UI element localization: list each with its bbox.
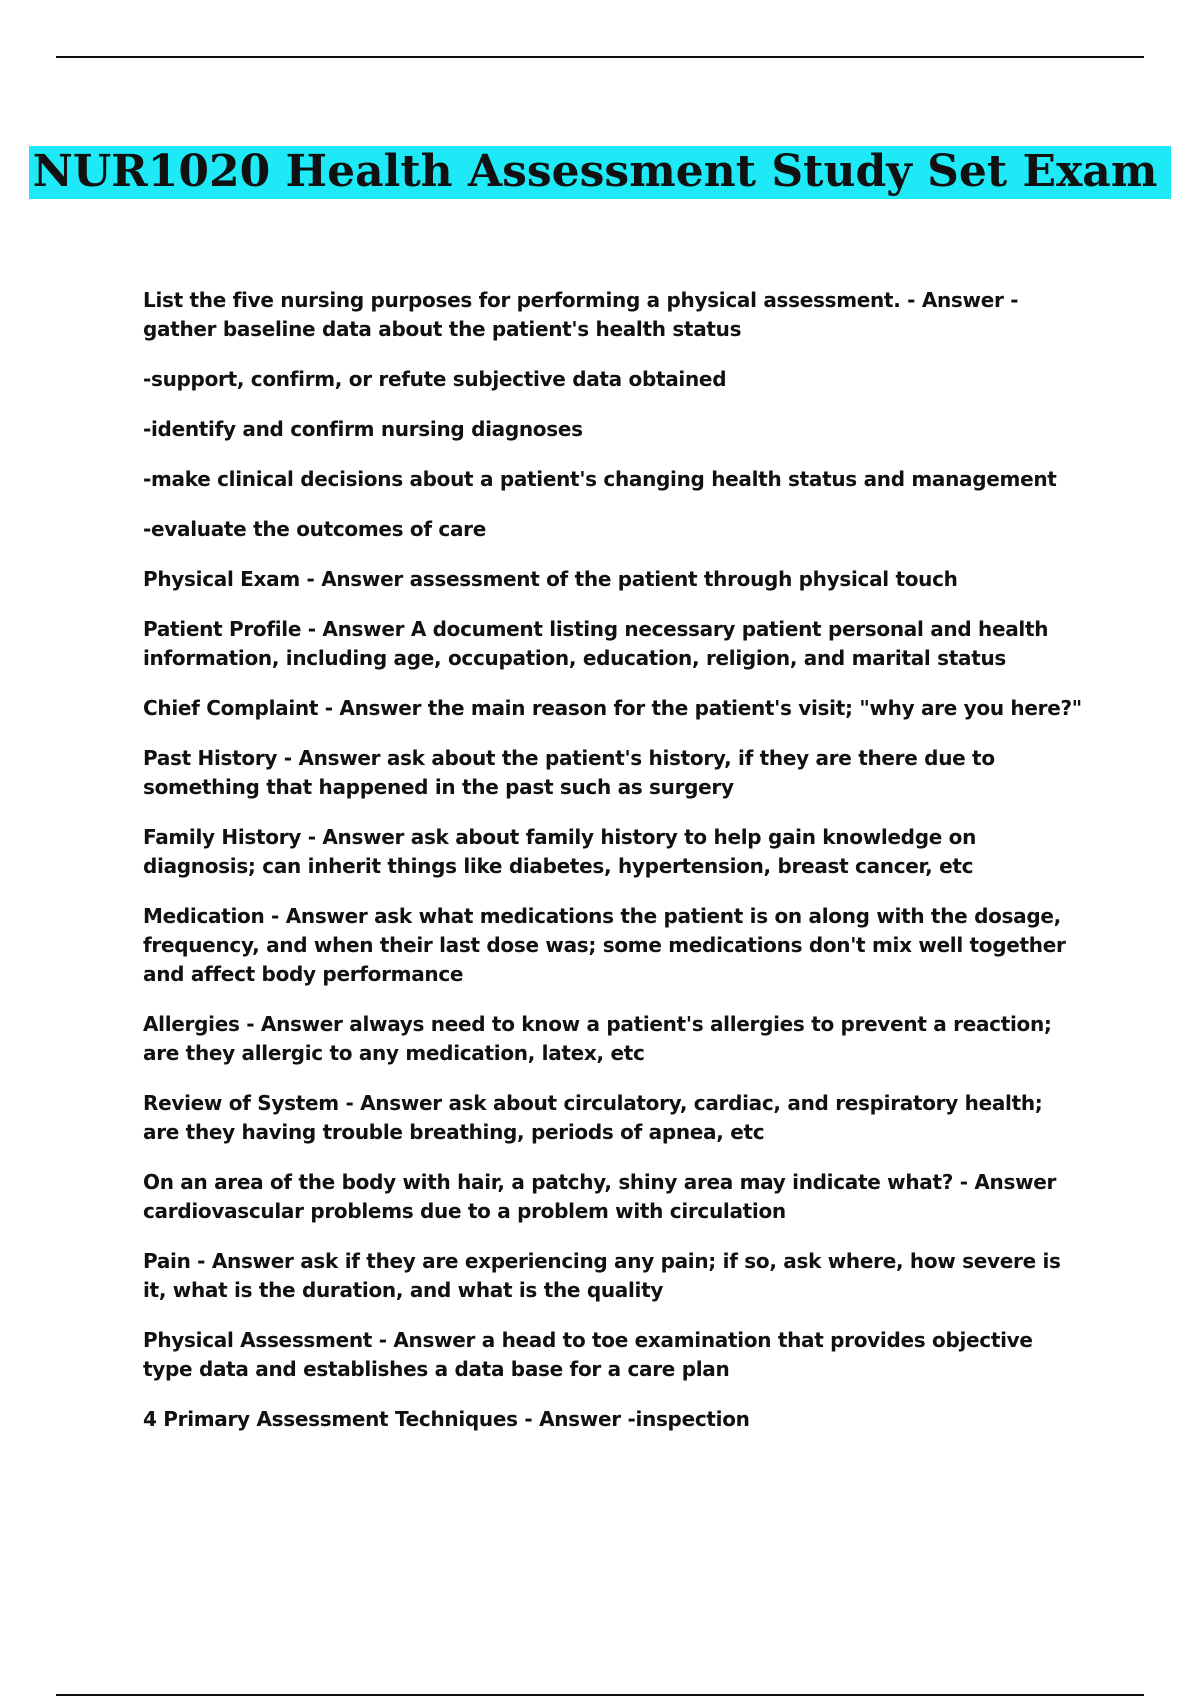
- qa-entry: Past History - Answer ask about the patient's history, if they are there due to something that happened in the past such as surgery: [143, 746, 995, 799]
- qa-entry: 4 Primary Assessment Techniques - Answer -inspection: [143, 1407, 750, 1431]
- top-rule: [56, 56, 1144, 58]
- bottom-rule: [56, 1694, 1144, 1696]
- qa-entry: -make clinical decisions about a patient's changing health status and management: [143, 467, 1057, 491]
- page-title: [0, 140, 1200, 204]
- qa-entry: List the five nursing purposes for performing a physical assessment. - Answer -gather baseline data about the patient's health status: [143, 288, 1019, 341]
- qa-entry: Family History - Answer ask about family history to help gain knowledge on diagnosis; can inherit things like diabetes, hypertension, breast cancer, etc: [143, 825, 977, 878]
- qa-entry: -evaluate the outcomes of care: [143, 517, 486, 541]
- qa-entry: -identify and confirm nursing diagnoses: [143, 417, 583, 441]
- qa-entry: Physical Exam - Answer assessment of the patient through physical touch: [143, 567, 958, 591]
- qa-entry: -support, confirm, or refute subjective data obtained: [143, 367, 727, 391]
- qa-entry: Chief Complaint - Answer the main reason for the patient's visit; "why are you here?": [143, 696, 1082, 720]
- qa-entry: Pain - Answer ask if they are experiencing any pain; if so, ask where, how severe is it, what is the duration, and what is the quality: [143, 1249, 1061, 1302]
- qa-entry: Review of System - Answer ask about circulatory, cardiac, and respiratory health; are they having trouble breathing, periods of apnea, etc: [143, 1091, 1043, 1144]
- qa-entry: On an area of the body with hair, a patchy, shiny area may indicate what? - Answer cardiovascular problems due to a problem with circulation: [143, 1170, 1057, 1223]
- document-body: [143, 286, 1083, 1455]
- qa-entry: Patient Profile - Answer A document listing necessary patient personal and health information, including age, occupation, education, religion, and marital status: [143, 617, 1049, 670]
- qa-entry: Allergies - Answer always need to know a patient's allergies to prevent a reaction; are they allergic to any medication, latex, etc: [143, 1012, 1052, 1065]
- qa-entry: Physical Assessment - Answer a head to toe examination that provides objective type data and establishes a data base for a care plan: [143, 1328, 1033, 1381]
- page-title-text: NUR1020 Health Assessment Study Set Exam: [29, 146, 1172, 199]
- qa-entry: Medication - Answer ask what medications the patient is on along with the dosage, frequency, and when their last dose was; some medications don't mix well together and affect body performance: [143, 904, 1066, 986]
